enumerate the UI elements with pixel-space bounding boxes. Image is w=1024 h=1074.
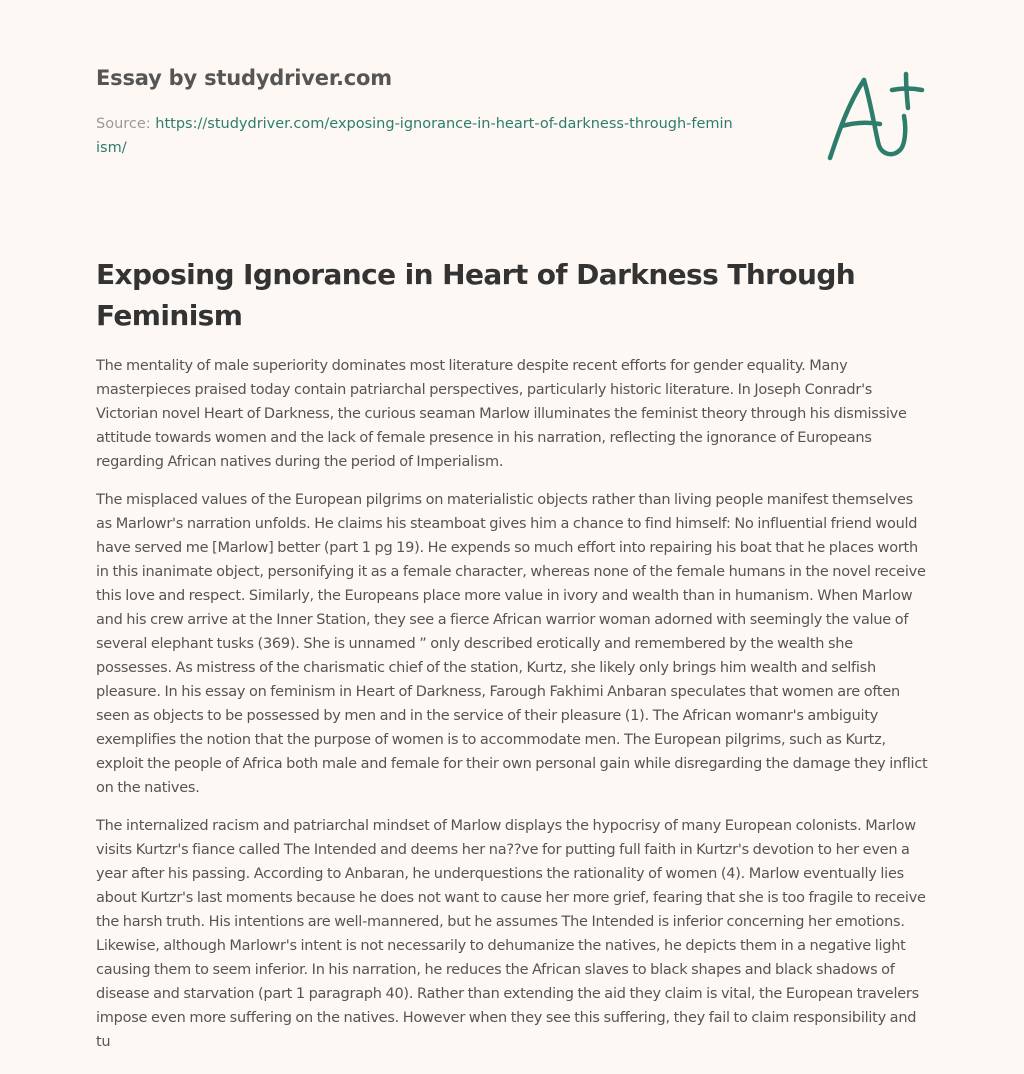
site-header <box>96 64 736 160</box>
article-paragraph: The mentality of male superiority dominates most literature despite recent efforts for gender equality. Many masterpieces praised today contain patriarchal perspectives, particularly historic literature. In Joseph Conradr's Victorian novel Heart of Darkness, the curious seaman Marlow illuminates the feminist theory through his dismissive attitude towards women and the lack of female presence in his narration, reflecting the ignorance of Europeans regarding African natives during the period of Imperialism. <box>96 358 907 470</box>
article-paragraph: The misplaced values of the European pilgrims on materialistic objects rather than living people manifest themselves as Marlowr's narration unfolds. He claims his steamboat gives him a chance to find himself: No influential friend would have served me [Marlow] better (part 1 pg 19). He expends so much effort into repairing his boat that he places worth in this inanimate object, personifying it as a female character, whereas none of the female humans in the novel receive this love and respect. Similarly, the Europeans place more value in ivory and wealth than in humanism. When Marlow and his crew arrive at the Inner Station, they see a fierce African warrior woman adorned with seemingly the value of several elephant tusks (369). She is unnamed ” only described erotically and remembered by the wealth she possesses. As mistress of the charismatic chief of the station, Kurtz, she likely only brings him wealth and selfish pleasure. In his essay on feminism in Heart of Darkness, Farough Fakhimi Anbaran speculates that women are often seen as objects to be possessed by men and in the service of their pleasure (1). The African womanr's ambiguity exemplifies the notion that the purpose of women is to accommodate men. The European pilgrims, such as Kurtz, exploit the people of Africa both male and female for their own personal gain while disregarding the damage they inflict on the natives. <box>96 492 928 796</box>
article-body <box>96 354 932 1068</box>
source-line <box>96 112 736 160</box>
site-title: Essay by studydriver.com <box>96 66 392 90</box>
article-title: Exposing Ignorance in Heart of Darkness Through Feminism <box>96 258 856 332</box>
source-label: Source: <box>96 116 151 132</box>
source-link[interactable]: https://studydriver.com/exposing-ignorance-in-heart-of-darkness-through-feminism/ <box>96 116 733 156</box>
a-plus-logo-icon <box>820 64 930 164</box>
article-paragraph: The internalized racism and patriarchal mindset of Marlow displays the hypocrisy of many European colonists. Marlow visits Kurtzr's fiance called The Intended and deems her na??ve for putting full faith in Kurtzr's devotion to her even a year after his passing. According to Anbaran, he underquestions the rationality of women (4). Marlow eventually lies about Kurtzr's last moments because he does not want to cause her more grief, fearing that she is too fragile to receive the harsh truth. His intentions are well-mannered, but he assumes The Intended is inferior concerning her emotions. Likewise, although Marlowr's intent is not necessarily to dehumanize the natives, he depicts them in a negative light causing them to seem inferior. In his narration, he reduces the African slaves to black shapes and black shadows of disease and starvation (part 1 paragraph 40). Rather than extending the aid they claim is vital, the European travelers impose even more suffering on the natives. However when they see this suffering, they fail to claim responsibility and tu <box>96 818 926 1050</box>
logo-graphic <box>820 64 930 164</box>
